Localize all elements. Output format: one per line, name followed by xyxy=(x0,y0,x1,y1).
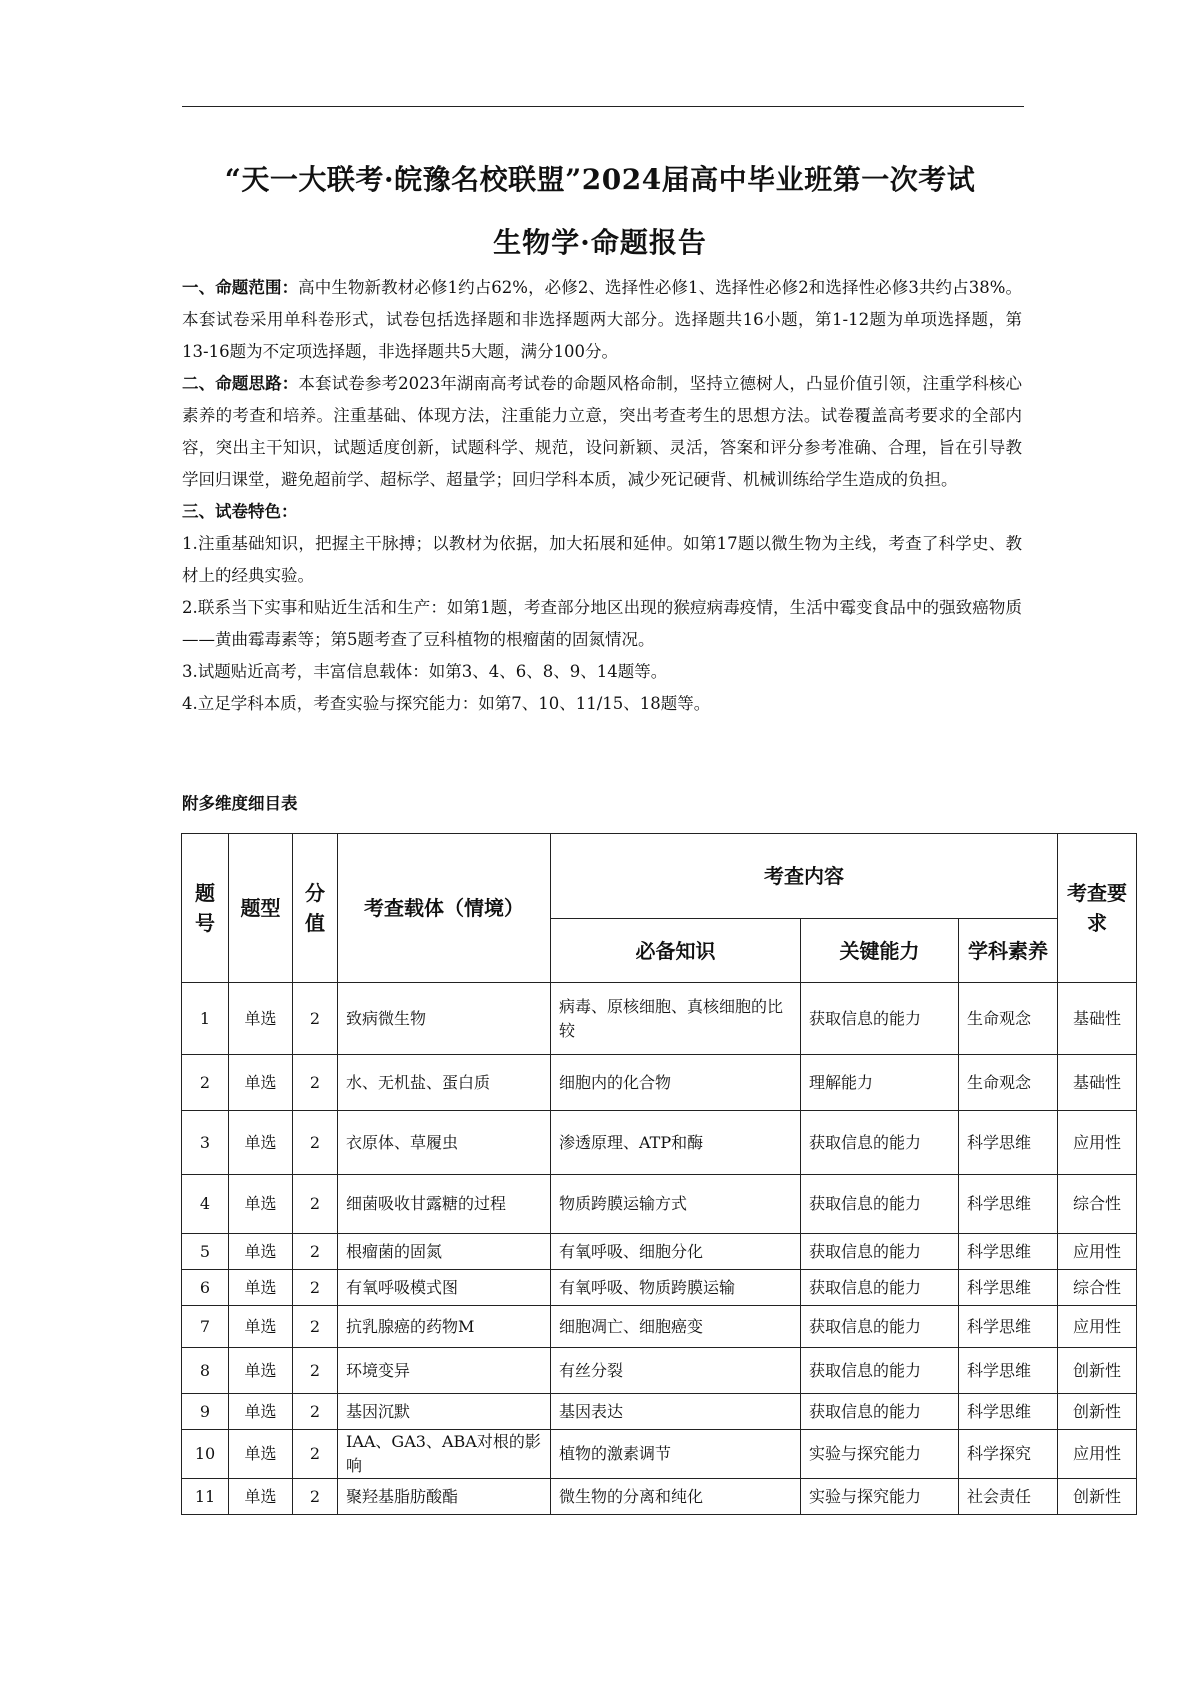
section-heading: 二、命题思路： xyxy=(182,374,299,393)
cell-no: 7 xyxy=(182,1306,229,1348)
cell-score: 2 xyxy=(293,1430,338,1479)
cell-carrier: IAA、GA3、ABA对根的影响 xyxy=(338,1430,551,1479)
cell-type: 单选 xyxy=(229,1111,293,1175)
header-no: 题号 xyxy=(182,834,229,983)
cell-knowledge: 病毒、原核细胞、真核细胞的比较 xyxy=(551,983,801,1055)
feature-item: 3.试题贴近高考，丰富信息载体：如第3、4、6、8、9、14题等。 xyxy=(182,662,668,681)
header-carrier: 考查载体（情境） xyxy=(338,834,551,983)
cell-ability: 获取信息的能力 xyxy=(801,1348,959,1394)
cell-carrier: 衣原体、草履虫 xyxy=(338,1111,551,1175)
cell-no: 6 xyxy=(182,1270,229,1306)
cell-no: 4 xyxy=(182,1175,229,1234)
document-subtitle: 生物学·命题报告 xyxy=(493,226,707,259)
cell-requirement: 综合性 xyxy=(1058,1270,1137,1306)
cell-ability: 获取信息的能力 xyxy=(801,1175,959,1234)
cell-score: 2 xyxy=(293,1394,338,1430)
table-row xyxy=(182,1175,1137,1234)
cell-ability: 获取信息的能力 xyxy=(801,983,959,1055)
cell-literacy: 生命观念 xyxy=(959,983,1058,1055)
cell-carrier: 环境变异 xyxy=(338,1348,551,1394)
table-row xyxy=(182,1270,1137,1306)
cell-literacy: 生命观念 xyxy=(959,1055,1058,1111)
header-ability: 关键能力 xyxy=(801,919,959,983)
cell-requirement: 应用性 xyxy=(1058,1111,1137,1175)
cell-requirement: 基础性 xyxy=(1058,1055,1137,1111)
cell-ability: 获取信息的能力 xyxy=(801,1111,959,1175)
cell-no: 2 xyxy=(182,1055,229,1111)
cell-score: 2 xyxy=(293,1111,338,1175)
document-title: “天一大联考·皖豫名校联盟”2024届高中毕业班第一次考试 xyxy=(224,163,976,196)
cell-requirement: 应用性 xyxy=(1058,1306,1137,1348)
cell-type: 单选 xyxy=(229,1175,293,1234)
cell-literacy: 科学思维 xyxy=(959,1234,1058,1270)
cell-type: 单选 xyxy=(229,1479,293,1515)
cell-no: 8 xyxy=(182,1348,229,1394)
table-header xyxy=(182,834,1137,983)
cell-knowledge: 有氧呼吸、物质跨膜运输 xyxy=(551,1270,801,1306)
cell-knowledge: 渗透原理、ATP和酶 xyxy=(551,1111,801,1175)
cell-literacy: 社会责任 xyxy=(959,1479,1058,1515)
header-rule xyxy=(182,106,1024,107)
table-title: 附多维度细目表 xyxy=(182,794,298,813)
cell-requirement: 应用性 xyxy=(1058,1430,1137,1479)
header-score: 分值 xyxy=(293,834,338,983)
cell-no: 5 xyxy=(182,1234,229,1270)
cell-carrier: 抗乳腺癌的药物M xyxy=(338,1306,551,1348)
cell-ability: 实验与探究能力 xyxy=(801,1430,959,1479)
cell-no: 9 xyxy=(182,1394,229,1430)
cell-ability: 获取信息的能力 xyxy=(801,1234,959,1270)
table-row xyxy=(182,1234,1137,1270)
section-heading: 三、试卷特色： xyxy=(182,502,298,521)
cell-ability: 理解能力 xyxy=(801,1055,959,1111)
cell-type: 单选 xyxy=(229,1430,293,1479)
cell-knowledge: 细胞凋亡、细胞癌变 xyxy=(551,1306,801,1348)
feature-item: 2.联系当下实事和贴近生活和生产：如第1题，考查部分地区出现的猴痘病毒疫情，生活中霉变食品中的强致癌物质——黄曲霉毒素等；第5题考查了豆科植物的根瘤菌的固氮情况。 xyxy=(182,598,1022,649)
cell-requirement: 基础性 xyxy=(1058,983,1137,1055)
cell-score: 2 xyxy=(293,1306,338,1348)
cell-knowledge: 细胞内的化合物 xyxy=(551,1055,801,1111)
cell-type: 单选 xyxy=(229,1394,293,1430)
table-row xyxy=(182,1111,1137,1175)
cell-knowledge: 植物的激素调节 xyxy=(551,1430,801,1479)
cell-literacy: 科学思维 xyxy=(959,1394,1058,1430)
cell-score: 2 xyxy=(293,1479,338,1515)
cell-literacy: 科学思维 xyxy=(959,1270,1058,1306)
cell-ability: 获取信息的能力 xyxy=(801,1270,959,1306)
table-row xyxy=(182,983,1137,1055)
cell-no: 3 xyxy=(182,1111,229,1175)
cell-ability: 获取信息的能力 xyxy=(801,1306,959,1348)
cell-score: 2 xyxy=(293,983,338,1055)
cell-type: 单选 xyxy=(229,1348,293,1394)
cell-carrier: 有氧呼吸模式图 xyxy=(338,1270,551,1306)
section-approach xyxy=(182,368,1022,496)
cell-requirement: 应用性 xyxy=(1058,1234,1137,1270)
cell-score: 2 xyxy=(293,1270,338,1306)
cell-requirement: 创新性 xyxy=(1058,1348,1137,1394)
cell-no: 10 xyxy=(182,1430,229,1479)
cell-carrier: 聚羟基脂肪酸酯 xyxy=(338,1479,551,1515)
cell-carrier: 细菌吸收甘露糖的过程 xyxy=(338,1175,551,1234)
cell-type: 单选 xyxy=(229,1270,293,1306)
cell-knowledge: 有丝分裂 xyxy=(551,1348,801,1394)
cell-requirement: 创新性 xyxy=(1058,1394,1137,1430)
table-row xyxy=(182,1479,1137,1515)
table-row xyxy=(182,1430,1137,1479)
cell-literacy: 科学思维 xyxy=(959,1348,1058,1394)
cell-type: 单选 xyxy=(229,1234,293,1270)
table-row xyxy=(182,1394,1137,1430)
cell-literacy: 科学探究 xyxy=(959,1430,1058,1479)
section-heading: 一、命题范围： xyxy=(182,278,299,297)
feature-item: 4.立足学科本质，考查实验与探究能力：如第7、10、11/15、18题等。 xyxy=(182,694,711,713)
cell-no: 1 xyxy=(182,983,229,1055)
header-knowledge: 必备知识 xyxy=(551,919,801,983)
header-literacy: 学科素养 xyxy=(959,919,1058,983)
table-row xyxy=(182,1055,1137,1111)
cell-literacy: 科学思维 xyxy=(959,1306,1058,1348)
detail-table xyxy=(181,833,1137,1515)
cell-carrier: 基因沉默 xyxy=(338,1394,551,1430)
cell-knowledge: 有氧呼吸、细胞分化 xyxy=(551,1234,801,1270)
cell-carrier: 根瘤菌的固氮 xyxy=(338,1234,551,1270)
cell-knowledge: 基因表达 xyxy=(551,1394,801,1430)
report-body xyxy=(182,272,1022,720)
feature-item: 1.注重基础知识，把握主干脉搏；以教材为依据，加大拓展和延伸。如第17题以微生物为主线，考查了科学史、教材上的经典实验。 xyxy=(182,534,1022,585)
section-features xyxy=(182,496,1022,528)
header-content: 考查内容 xyxy=(551,834,1058,919)
cell-literacy: 科学思维 xyxy=(959,1175,1058,1234)
table-body xyxy=(182,983,1137,1515)
table-row xyxy=(182,1348,1137,1394)
header-requirement: 考查要求 xyxy=(1058,834,1137,983)
cell-knowledge: 微生物的分离和纯化 xyxy=(551,1479,801,1515)
cell-type: 单选 xyxy=(229,983,293,1055)
cell-requirement: 综合性 xyxy=(1058,1175,1137,1234)
header-type: 题型 xyxy=(229,834,293,983)
cell-literacy: 科学思维 xyxy=(959,1111,1058,1175)
cell-score: 2 xyxy=(293,1055,338,1111)
cell-requirement: 创新性 xyxy=(1058,1479,1137,1515)
cell-ability: 实验与探究能力 xyxy=(801,1479,959,1515)
cell-type: 单选 xyxy=(229,1055,293,1111)
section-text: 高中生物新教材必修1约占62%，必修2、选择性必修1、选择性必修2和选择性必修3共约占38%。本套试卷采用单科卷形式，试卷包括选择题和非选择题两大部分。选择题共16小题，第1-12题为单项选择题，第13-16题为不定项选择题，非选择题共5大题，满分100分。 xyxy=(182,278,1022,361)
section-text: 本套试卷参考2023年湖南高考试卷的命题风格命制，坚持立德树人，凸显价值引领，注重学科核心素养的考查和培养。注重基础、体现方法，注重能力立意，突出考查考生的思想方法。试卷覆盖高考要求的全部内容，突出主干知识，试题适度创新，试题科学、规范，设问新颖、灵活，答案和评分参考准确、合理，旨在引导教学回归课堂，避免超前学、超标学、超量学；回归学科本质，减少死记硬背、机械训练给学生造成的负担。 xyxy=(182,374,1022,489)
table-row xyxy=(182,1306,1137,1348)
cell-score: 2 xyxy=(293,1234,338,1270)
cell-score: 2 xyxy=(293,1348,338,1394)
cell-score: 2 xyxy=(293,1175,338,1234)
cell-knowledge: 物质跨膜运输方式 xyxy=(551,1175,801,1234)
cell-type: 单选 xyxy=(229,1306,293,1348)
cell-ability: 获取信息的能力 xyxy=(801,1394,959,1430)
cell-carrier: 致病微生物 xyxy=(338,983,551,1055)
cell-no: 11 xyxy=(182,1479,229,1515)
cell-carrier: 水、无机盐、蛋白质 xyxy=(338,1055,551,1111)
section-scope xyxy=(182,272,1022,368)
